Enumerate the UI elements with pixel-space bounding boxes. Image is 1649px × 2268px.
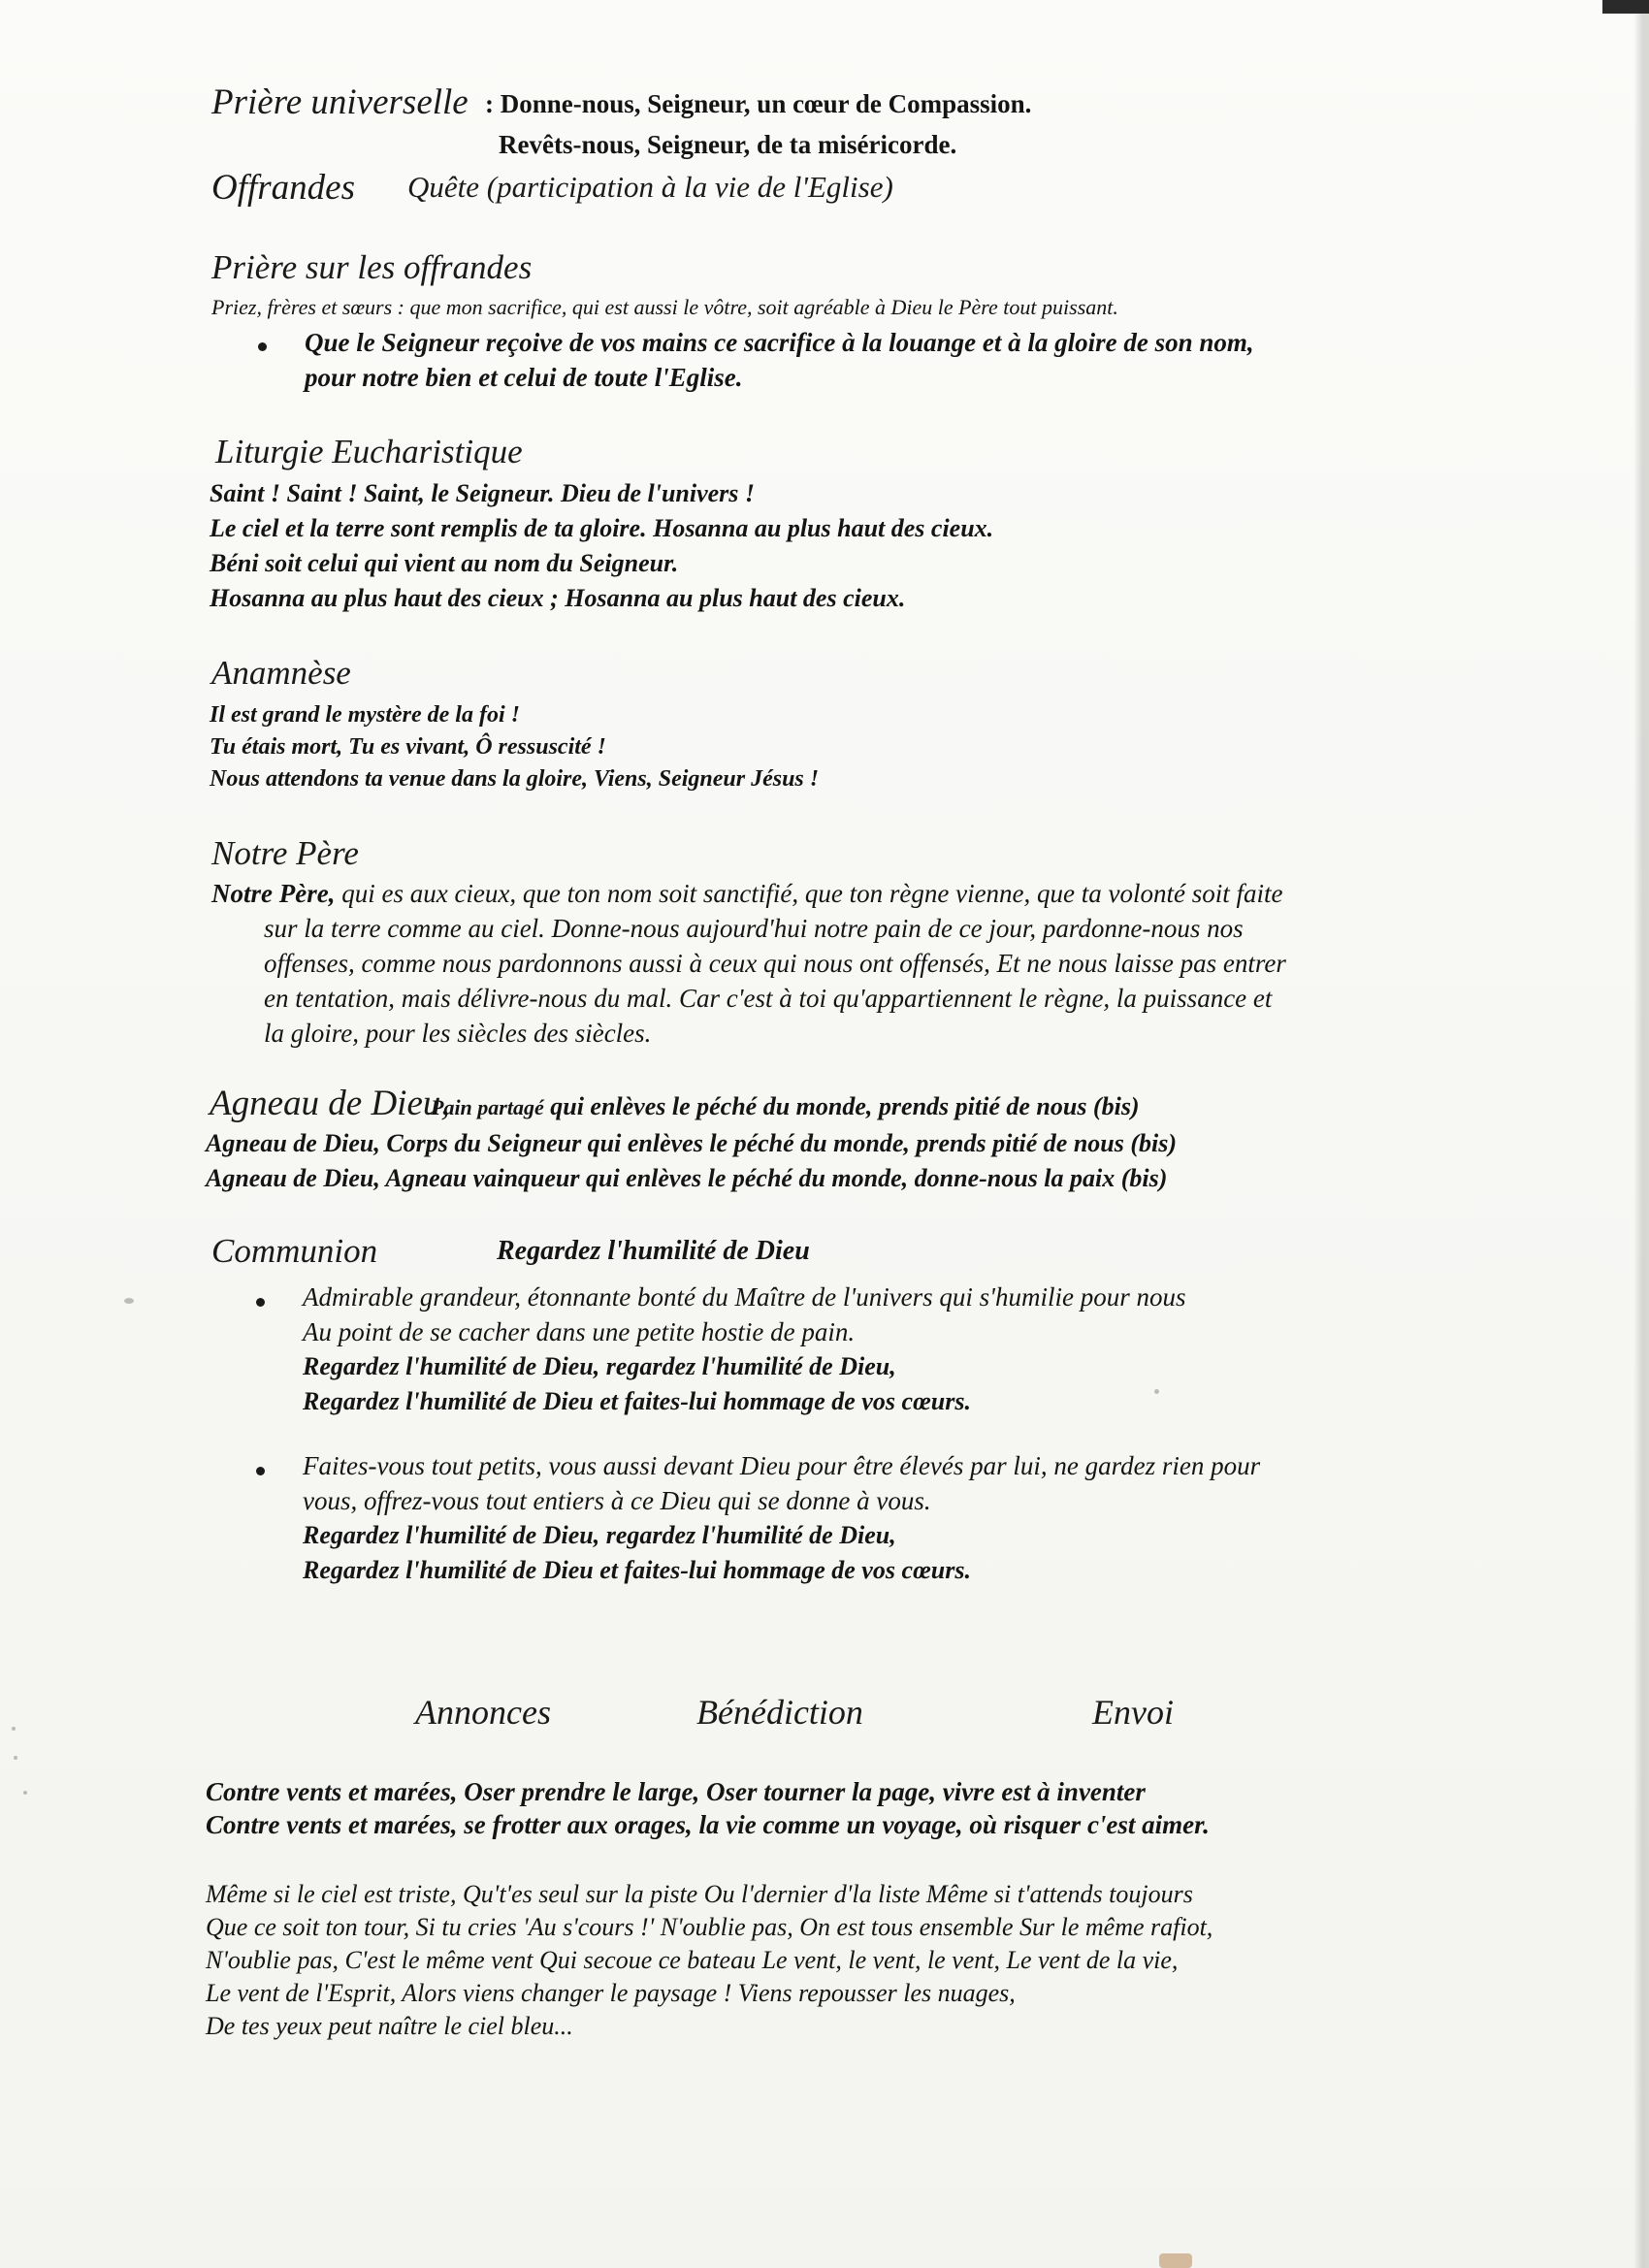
agneau-line-1-text: qui enlèves le péché du monde, prends pitié de nous (bis) [543,1092,1140,1120]
envoi-couplet-line-3: N'oublie pas, C'est le même vent Qui secoue ce bateau Le vent, le vent, le vent, Le vent de la vie, [206,1946,1179,1974]
scan-speck [124,1298,134,1304]
communion-verse-1-line-2: Au point de se cacher dans une petite hostie de pain. [303,1317,856,1346]
heading-offrandes: Offrandes [211,168,355,208]
sanctus-line-3: Béni soit celui qui vient au nom du Seigneur. [210,549,679,577]
priere-universelle-line-2: Revêts-nous, Seigneur, de ta miséricorde. [499,130,957,159]
envoi-refrain-line-1: Contre vents et marées, Oser prendre le large, Oser tourner la page, vivre est à inventer [206,1777,1146,1806]
notre-pere-line-2: sur la terre comme au ciel. Donne-nous aujourd'hui notre pain de ce jour, pardonne-nous nos [264,914,1244,943]
communion-refrain-line-1: Regardez l'humilité de Dieu, regardez l'humilité de Dieu, [303,1521,896,1549]
communion-refrain-line-2: Regardez l'humilité de Dieu et faites-lui hommage de vos cœurs. [303,1556,971,1584]
communion-verse-1-line-1: Admirable grandeur, étonnante bonté du Maître de l'univers qui s'humilie pour nous [303,1282,1186,1312]
heading-liturgie-eucharistique: Liturgie Eucharistique [215,433,523,470]
bullet [258,342,267,351]
heading-priere-offrandes: Prière sur les offrandes [211,248,533,286]
heading-benediction: Bénédiction [696,1693,863,1732]
heading-envoi: Envoi [1092,1693,1174,1732]
priere-offrandes-response-2: pour notre bien et celui de toute l'Eglise. [305,363,743,392]
anamnese-line-2: Tu étais mort, Tu es vivant, Ô ressuscité ! [210,734,606,760]
notre-pere-line-3: offenses, comme nous pardonnons aussi à ceux qui nous ont offensés, Et ne nous laisse pas entrer [264,949,1286,978]
envoi-couplet-line-2: Que ce soit ton tour, Si tu cries 'Au s'cours !' N'oublie pas, On est tous ensemble Sur le même rafiot, [206,1913,1213,1941]
scan-corner [1602,0,1649,14]
priere-offrandes-intro: Priez, frères et sœurs : que mon sacrifice, qui est aussi le vôtre, soit agréable à Dieu le Père tout puissant. [211,295,1118,319]
notre-pere-line-5: la gloire, pour les siècles des siècles. [264,1019,652,1048]
envoi-couplet-line-5: De tes yeux peut naître le ciel bleu... [206,2012,573,2040]
paper-stain [1159,2253,1192,2268]
communion-refrain-line-1: Regardez l'humilité de Dieu, regardez l'humilité de Dieu, [303,1352,896,1380]
communion-refrain-line-2: Regardez l'humilité de Dieu et faites-lui hommage de vos cœurs. [303,1387,971,1415]
heading-notre-pere: Notre Père [211,834,359,872]
agneau-line-2: Agneau de Dieu, Corps du Seigneur qui enlèves le péché du monde, prends pitié de nous (bis) [206,1129,1178,1157]
page-edge-shadow [1633,0,1649,2268]
scan-speck [23,1791,27,1795]
sanctus-line-4: Hosanna au plus haut des cieux ; Hosanna au plus haut des cieux. [210,584,906,612]
notre-pere-opening: Notre Père, [211,879,336,908]
agneau-line-1 [431,1092,1140,1121]
agneau-pain-partage: Pain partagé [431,1095,544,1119]
envoi-couplet-line-1: Même si le ciel est triste, Qu't'es seul sur la piste Ou l'dernier d'la liste Même si t'attends toujours [206,1880,1193,1908]
heading-agneau-de-dieu: Agneau de Dieu, [210,1084,450,1123]
heading-anamnese: Anamnèse [211,654,351,692]
agneau-line-3: Agneau de Dieu, Agneau vainqueur qui enlèves le péché du monde, donne-nous la paix (bis) [206,1164,1168,1192]
offrandes-quete: Quête (participation à la vie de l'Eglise) [407,170,893,204]
bullet [256,1467,265,1475]
scan-speck [12,1727,16,1731]
scan-speck [1154,1389,1159,1394]
priere-universelle-line-1: : Donne-nous, Seigneur, un cœur de Compassion. [485,89,1032,118]
envoi-couplet-line-4: Le vent de l'Esprit, Alors viens changer le paysage ! Viens repousser les nuages, [206,1979,1016,2007]
heading-priere-universelle: Prière universelle [211,82,469,122]
anamnese-line-1: Il est grand le mystère de la foi ! [210,702,520,728]
communion-verse-2-line-1: Faites-vous tout petits, vous aussi devant Dieu pour être élevés par lui, ne gardez rien pour [303,1451,1261,1480]
communion-verse-2-line-2: vous, offrez-vous tout entiers à ce Dieu qui se donne à vous. [303,1486,931,1515]
sanctus-line-2: Le ciel et la terre sont remplis de ta gloire. Hosanna au plus haut des cieux. [210,514,994,542]
sanctus-line-1: Saint ! Saint ! Saint, le Seigneur. Dieu de l'univers ! [210,479,756,507]
priere-offrandes-response-1: Que le Seigneur reçoive de vos mains ce sacrifice à la louange et à la gloire de son nom, [305,328,1254,357]
envoi-refrain-line-2: Contre vents et marées, se frotter aux orages, la vie comme un voyage, où risquer c'est aimer. [206,1810,1210,1839]
notre-pere-line-1 [211,879,1283,909]
communion-chant-title: Regardez l'humilité de Dieu [497,1236,810,1266]
anamnese-line-3: Nous attendons ta venue dans la gloire, Viens, Seigneur Jésus ! [210,766,820,792]
heading-communion: Communion [211,1232,378,1270]
bullet [256,1298,265,1307]
notre-pere-line-4: en tentation, mais délivre-nous du mal. Car c'est à toi qu'appartiennent le règne, la puissance et [264,984,1273,1013]
scan-speck [14,1756,17,1760]
heading-annonces: Annonces [415,1693,551,1732]
notre-pere-line-1-text: qui es aux cieux, que ton nom soit sanctifié, que ton règne vienne, que ta volonté soit faite [335,879,1283,908]
